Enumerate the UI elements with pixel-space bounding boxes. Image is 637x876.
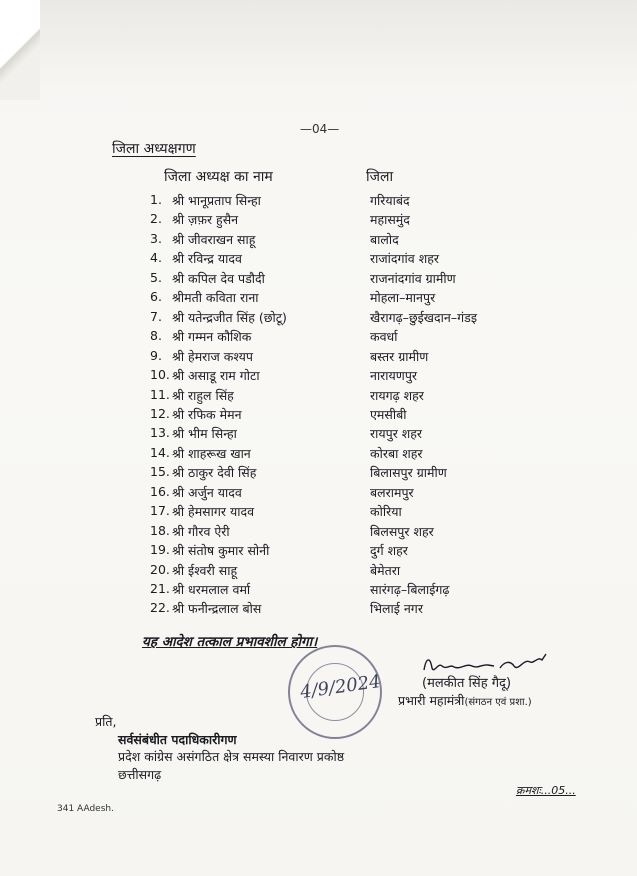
page-number: —04—: [300, 122, 340, 136]
order-note: यह आदेश तत्काल प्रभावशील होगा।: [142, 634, 318, 650]
reference-code: 341 AAdesh.: [57, 804, 114, 814]
list-item-district: बेमेतरा: [370, 562, 401, 578]
stamp-date: 4/9/2024: [298, 671, 382, 704]
list-item-number: 12.: [150, 405, 170, 421]
list-item-district: खैरागढ़–छुईखदान–गंडइ: [370, 309, 477, 325]
list-item-district: बिलासपुर ग्रामीण: [370, 465, 447, 481]
recipient-line-3: छत्तीसगढ़: [118, 767, 162, 782]
list-item-number: 14.: [150, 444, 170, 460]
list-item-district: बस्तर ग्रामीण: [370, 348, 429, 364]
column-header-name: जिला अध्यक्ष का नाम: [164, 169, 273, 185]
list-item-name: श्री धरमलाल वर्मा: [172, 582, 251, 597]
list-item-number: 13.: [150, 425, 170, 441]
list-item-district: दुर्ग शहर: [370, 543, 408, 559]
list-item-district: कोरिया: [370, 504, 402, 520]
list-item-number: 17.: [150, 503, 170, 519]
list-item-name: श्री फनीन्द्रलाल बोस: [172, 601, 262, 617]
recipient-line-2: प्रदेश कांग्रेस असंगठित क्षेत्र समस्या निवारण प्रकोष्ठ: [118, 749, 345, 764]
list-item-number: 6.: [150, 289, 162, 305]
list-item-number: 18.: [150, 522, 170, 538]
list-item-name: श्री कपिल देव पडौदी: [172, 270, 265, 286]
list-item-number: 1.: [150, 192, 162, 207]
list-item-name: श्री संतोष कुमार सोनी: [172, 543, 270, 559]
list-item-district: राजांदगांव शहर: [370, 251, 439, 267]
scan-shadow: [0, 0, 637, 90]
continued-note: क्रमशः...05...: [516, 784, 576, 797]
list-item-name: श्री ईश्वरी साहू: [172, 562, 238, 578]
list-item-number: 21.: [150, 581, 170, 596]
list-item-name: श्री भीम सिन्हा: [172, 426, 237, 442]
list-item-name: श्रीमती कविता राना: [172, 290, 259, 306]
list-item-district: बलरामपुर: [370, 484, 414, 500]
list-item-name: श्री जीवराखन साहू: [172, 231, 256, 247]
list-item-number: 9.: [150, 347, 162, 363]
list-item-name: श्री ठाकुर देवी सिंह: [172, 465, 257, 481]
list-item-district: रायपुर शहर: [370, 426, 423, 442]
recipients-to: प्रति,: [95, 714, 117, 729]
folded-corner: [0, 0, 40, 100]
list-item-district: नारायणपुर: [370, 368, 418, 384]
list-item-district: सारंगढ़–बिलाईगढ़: [370, 582, 450, 597]
list-item-name: श्री शाहरूख खान: [172, 445, 251, 461]
signatory-name: (मलकीत सिंह गैदू): [422, 676, 512, 691]
list-item-number: 19.: [150, 542, 170, 558]
list-item-name: श्री असाडू राम गोटा: [172, 368, 260, 384]
list-item-district: राजनांदगांव ग्रामीण: [370, 270, 456, 286]
list-item-district: गरियाबंद: [370, 193, 410, 208]
list-item-name: श्री गम्मन कौशिक: [172, 329, 252, 345]
list-item-number: 16.: [150, 483, 170, 499]
list-item-district: महासमुंद: [370, 212, 410, 228]
section-title: जिला अध्यक्षगण: [112, 141, 196, 157]
list-item-name: श्री भानूप्रताप सिन्हा: [172, 193, 261, 208]
list-item-number: 22.: [150, 600, 170, 616]
list-item-number: 5.: [150, 269, 162, 285]
list-item-number: 10.: [150, 367, 170, 383]
list-item-district: कोरबा शहर: [370, 445, 423, 461]
list-item-name: श्री रफिक मेमन: [172, 406, 242, 422]
list-item-number: 8.: [150, 328, 162, 344]
column-header-district: जिला: [366, 169, 394, 185]
list-item-name: श्री राहुल सिंह: [172, 387, 234, 403]
list-item-name: श्री गौरव ऐरी: [172, 523, 230, 539]
signatory-title-suffix: (संगठन एवं प्रशा.): [464, 697, 532, 708]
signatory-title: [398, 692, 532, 709]
list-item-number: 2.: [150, 211, 162, 227]
list-item-district: एमसीबी: [370, 406, 407, 422]
list-item-name: श्री हेमराज कश्यप: [172, 348, 254, 364]
list-item-number: 11.: [150, 386, 170, 402]
list-item-name: श्री अर्जुन यादव: [172, 484, 242, 500]
list-item-district: भिलाई नगर: [370, 601, 423, 617]
list-item-district: रायगढ़ शहर: [370, 387, 424, 403]
list-item-district: बालोद: [370, 231, 399, 247]
list-item-name: श्री ज़फ़र हुसैन: [172, 212, 239, 228]
list-item-name: श्री यतेन्द्रजीत सिंह (छोटू): [172, 309, 287, 325]
list-item-name: श्री रविन्द्र यादव: [172, 251, 242, 267]
official-stamp: [288, 645, 382, 739]
list-item-name: श्री हेमसागर यादव: [172, 504, 255, 520]
list-item-number: 3.: [150, 230, 162, 246]
list-item-number: 20.: [150, 561, 170, 577]
list-item-district: बिलसपुर शहर: [370, 523, 434, 539]
list-item-number: 7.: [150, 308, 162, 324]
list-item-district: मोहला–मानपुर: [370, 290, 436, 306]
signatory-title-main: प्रभारी महामंत्री: [398, 693, 465, 708]
list-item-number: 15.: [150, 464, 170, 480]
recipient-line-1: सर्वसंबंधीत पदाधिकारीगण: [118, 732, 237, 747]
list-item-number: 4.: [150, 250, 162, 266]
list-item-district: कवर्धा: [370, 329, 398, 345]
